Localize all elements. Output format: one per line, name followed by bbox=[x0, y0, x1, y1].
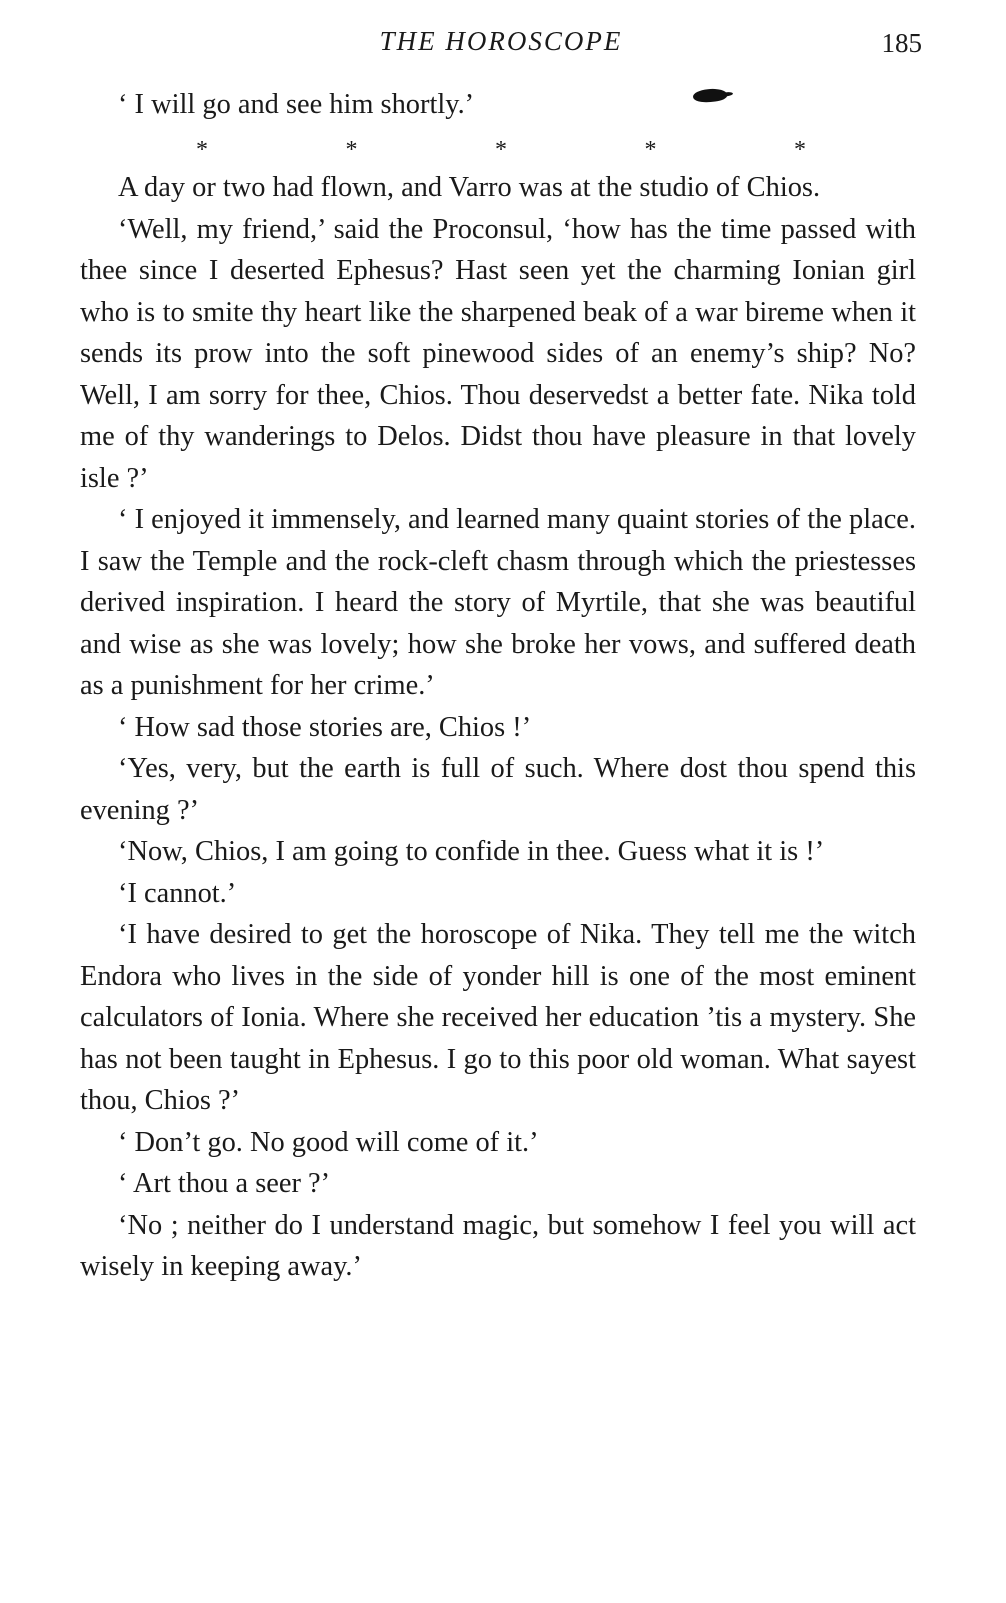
asterism-star: * bbox=[495, 136, 507, 163]
asterism-star: * bbox=[345, 136, 358, 163]
paragraph: ‘Well, my friend,’ said the Proconsul, ‘how has the time passed with thee since I deserted Ephesus? Hast seen yet the charming Ionian girl who is to smite thy heart like the sharpened beak of a war bireme when it sends its prow into the soft pinewood sides of an enemy’s ship? No? Well, I am sorry for thee, Chios. Thou deservedst a better fate. Nika told me of thy wanderings to Delos. Didst thou have pleasure in that lovely isle ?’ bbox=[80, 213, 916, 494]
running-title: THE HOROSCOPE bbox=[379, 26, 623, 56]
body-text bbox=[80, 84, 916, 1288]
paragraph: A day or two had flown, and Varro was at the studio of Chios. bbox=[118, 172, 821, 203]
asterism-star: * bbox=[644, 136, 657, 163]
section-break-asterism bbox=[80, 126, 916, 168]
paragraph: ‘ I enjoyed it immensely, and learned many quaint stories of the place. I saw the Temple and the rock-cleft chasm through which the priestesses derived inspiration. I heard the story of Myrtile, that she was beautiful and wise as she was lovely; how she broke her vows, and suffered death as a punishment for her crime.’ bbox=[80, 504, 916, 701]
page-number: 185 bbox=[881, 28, 922, 58]
paragraph: ‘No ; neither do I understand magic, but somehow I feel you will act wisely in keeping away.’ bbox=[80, 1209, 916, 1282]
paragraph: ‘Yes, very, but the earth is full of such. Where dost thou spend this evening ?’ bbox=[80, 753, 916, 826]
paragraph: ‘ Art thou a seer ?’ bbox=[118, 1168, 331, 1199]
paragraph: ‘I cannot.’ bbox=[118, 877, 237, 909]
asterism-star: * bbox=[794, 136, 806, 163]
paragraph: ‘ Don’t go. No good will come of it.’ bbox=[118, 1126, 539, 1158]
running-head bbox=[80, 26, 922, 66]
asterism-star: * bbox=[196, 136, 208, 163]
opening-line: ‘ I will go and see him shortly.’ bbox=[118, 89, 475, 120]
paragraph: ‘I have desired to get the horoscope of Nika. They tell me the witch Endora who lives in the side of yonder hill is one of the most eminent calculators of Ionia. Where she received her education ’tis a mystery. She has not been taught in Ephesus. I go to this poor old woman. What sayest thou, Chios ?’ bbox=[80, 919, 916, 1116]
paragraph: ‘ How sad those stories are, Chios !’ bbox=[118, 711, 532, 743]
paragraph: ‘Now, Chios, I am going to confide in thee. Guess what it is !’ bbox=[118, 836, 825, 867]
